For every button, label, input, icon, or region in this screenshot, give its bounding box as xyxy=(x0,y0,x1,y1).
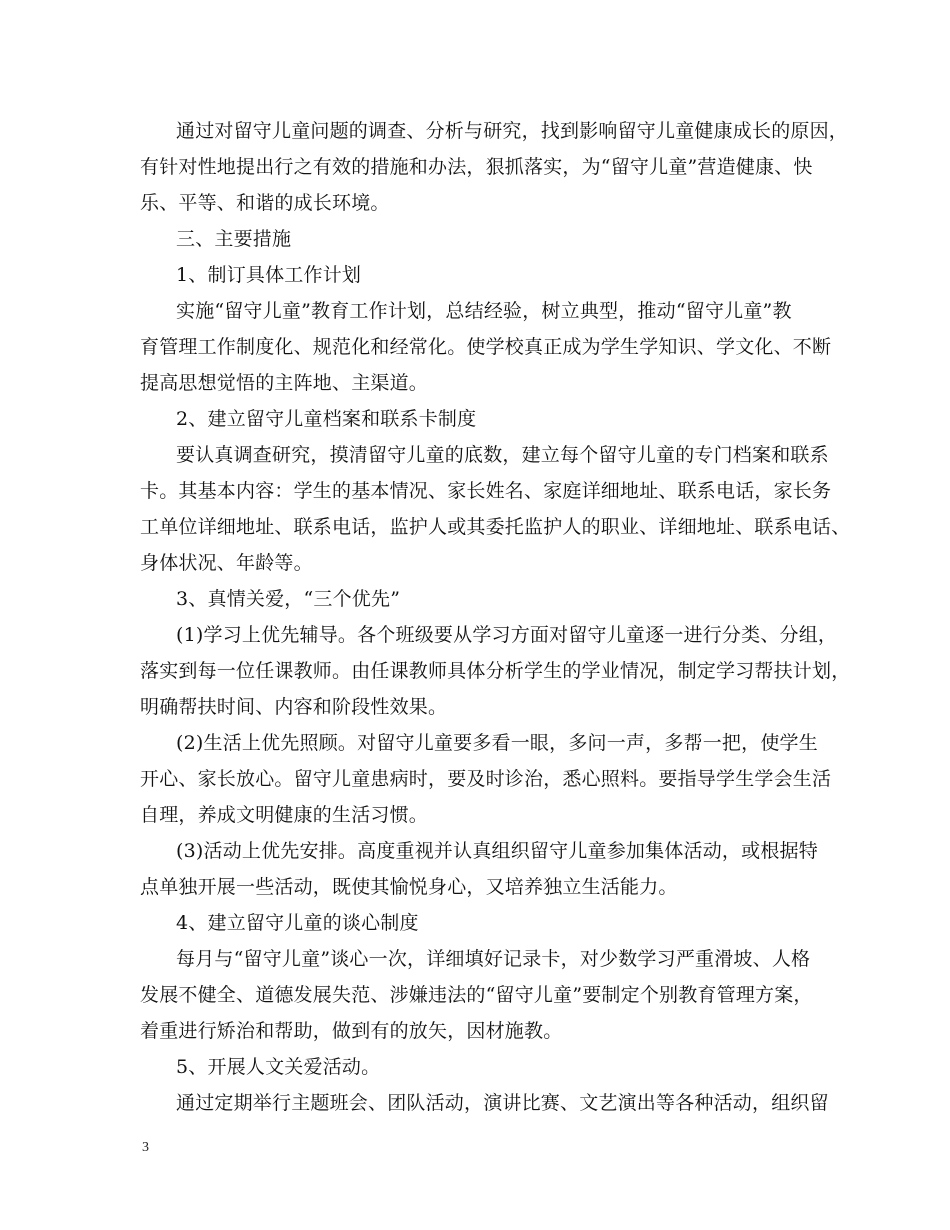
paragraph-line: 育管理工作制度化、规范化和经常化。使学校真正成为学生学知识、学文化、不断 xyxy=(140,336,832,358)
subsection-heading: 5、开展人文关爱活动。 xyxy=(176,1056,381,1078)
subsection-heading: 1、制订具体工作计划 xyxy=(176,264,362,286)
paragraph-line: 提高思想觉悟的主阵地、主渠道。 xyxy=(140,372,429,394)
subsection-heading: 2、建立留守儿童档案和联系卡制度 xyxy=(176,408,477,430)
paragraph-line: 卡。其基本内容：学生的基本情况、家长姓名、家庭详细地址、联系电话，家长务 xyxy=(140,480,832,502)
paragraph-line: (3)活动上优先安排。高度重视并认真组织留守儿童参加集体活动，或根据特 xyxy=(176,840,818,862)
paragraph-line: 要认真调查研究，摸清留守儿童的底数，建立每个留守儿童的专门档案和联系 xyxy=(176,444,829,466)
paragraph-line: 明确帮扶时间、内容和阶段性效果。 xyxy=(140,696,448,718)
paragraph-line: 着重进行矫治和帮助，做到有的放矢，因材施教。 xyxy=(140,1020,563,1042)
paragraph-line: 通过定期举行主题班会、团队活动，演讲比赛、文艺演出等各种活动，组织留 xyxy=(176,1092,829,1114)
section-heading: 三、主要措施 xyxy=(176,228,292,250)
paragraph-line: 工单位详细地址、联系电话，监护人或其委托监护人的职业、详细地址、联系电话、 xyxy=(140,516,851,538)
page-number: 3 xyxy=(142,1140,149,1155)
paragraph-line: (1)学习上优先辅导。各个班级要从学习方面对留守儿童逐一进行分类、分组， xyxy=(176,624,838,646)
paragraph-line: 点单独开展一些活动，既使其愉悦身心，又培养独立生活能力。 xyxy=(140,876,678,898)
paragraph-line: 有针对性地提出行之有效的措施和办法，狠抓落实，为“留守儿童”营造健康、快 xyxy=(140,156,813,178)
paragraph-line: 通过对留守儿童问题的调查、分析与研究，找到影响留守儿童健康成长的原因， xyxy=(176,120,849,142)
paragraph-line: 乐、平等、和谐的成长环境。 xyxy=(140,192,390,214)
subsection-heading: 4、建立留守儿童的谈心制度 xyxy=(176,912,419,934)
paragraph-line: 开心、家长放心。留守儿童患病时，要及时诊治，悉心照料。要指导学生学会生活 xyxy=(140,768,832,790)
paragraph-line: 每月与“留守儿童”谈心一次，详细填好记录卡，对少数学习严重滑坡、人格 xyxy=(176,948,811,970)
paragraph-line: (2)生活上优先照顾。对留守儿童要多看一眼，多问一声，多帮一把，使学生 xyxy=(176,732,818,754)
paragraph-line: 实施“留守儿童”教育工作计划，总结经验，树立典型，推动“留守儿童”教 xyxy=(176,300,792,322)
paragraph-line: 自理，养成文明健康的生活习惯。 xyxy=(140,804,429,826)
subsection-heading: 3、真情关爱，“三个优先” xyxy=(176,588,401,610)
paragraph-line: 落实到每一位任课教师。由任课教师具体分析学生的学业情况，制定学习帮扶计划， xyxy=(140,660,851,682)
paragraph-line: 发展不健全、道德发展失范、涉嫌违法的“留守儿童”要制定个别教育管理方案， xyxy=(140,984,813,1006)
paragraph-line: 身体状况、年龄等。 xyxy=(140,552,313,574)
